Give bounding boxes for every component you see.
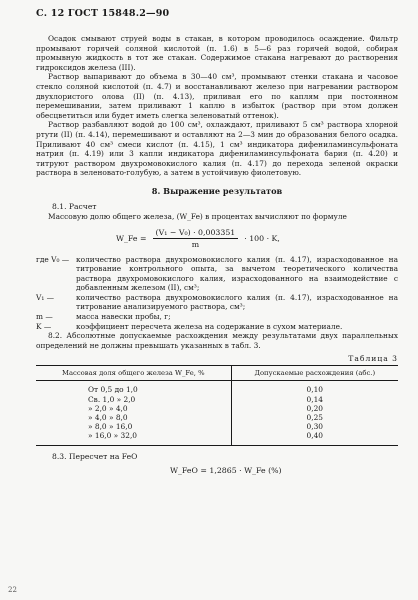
table-cell-value: 0,10 [231,381,398,395]
table-caption: Таблица 3 [348,354,398,364]
table-cell-range: » 4,0 » 8,0 [88,413,128,423]
formula-lhs: W_Fe = [116,233,147,243]
paragraph-titrate: Раствор разбавляют водой до 100 см³, охлаждают, приливают 5 см³ раствора хлорной ртути (II) (п. 4.14), перемешивают и оставляют на 2—3 мин до образования белого осадка. Приливают 40 см³ смеси кислот (п. 4.15), 1 см³ индикатора дифениламинсульфоната натрия (п. 4.19) или 3 капли индикатора дифениламинсульфоната бария (п. 4.20) и титруют раствором двухромовокислого калия (п. 4.17) до перехода зеленой окраски раствора в зеленовато-голубую, а затем в устойчивую фиолетовую. [36,120,398,178]
definition-v1 [36,293,398,312]
definition-v0 [36,255,398,293]
table-cell-range: » 16,0 » 32,0 [36,431,231,445]
table-row [36,381,398,395]
paragraph-precipitate: Осадок смывают струей воды в стакан, в котором проводилось осаждение. Фильтр промывают горячей соляной кислотой (п. 1.6) в 5—6 раз горячей водой, собирая промывную жидкость в тот же стакан. Содержимое стакана нагревают до растворения гидроксидов железа (III). [36,34,398,72]
table-cell-range: От 0,5 до 1,0 [88,385,138,395]
table-cell-range: Св. 1,0 » 2,0 [88,394,136,404]
table-cell-value: 0,25 [231,413,398,422]
column-header-tolerance: Допускаемые расхождения (абс.) [231,366,398,381]
table-cell-range: » 8,0 » 16,0 [88,422,133,432]
definition-m [36,312,398,322]
table-row [36,395,398,404]
page-number: 22 [8,586,17,594]
fe-formula [116,228,398,249]
calc-intro: Массовую долю общего железа, (W_Fe) в процентах вычисляют по формуле [48,211,347,221]
definition-symbol: m — [36,312,53,322]
paragraph-tolerance: 8.2. Абсолютные допускаемые расхождения между результатами двух параллельных определений не должны превышать указанных в табл. 3. [36,331,398,350]
table-row [36,422,398,431]
table-header-row [36,366,398,381]
definition-text: количество раствора двухромовокислого калия (п. 4.17), израсходованное на титрование анализируемого раствора, см³; [76,292,398,312]
table-cell-range: » 2,0 » 4,0 [88,403,128,413]
table-cell-value: 0,30 [231,422,398,431]
definitions-list [36,255,398,332]
definition-text: масса навески пробы, г; [76,312,171,322]
feo-heading: 8.3. Пересчет на FeO [52,451,138,461]
definition-text: количество раствора двухромовокислого калия (п. 4.17), израсходованное на титрование контрольного опыта, за вычетом теоретического количества раствора двухромовокислого калия, израсходованного на взаимодействие с добавленным железом (II), см³; [76,254,398,293]
definition-symbol: где V₀ — [36,254,70,264]
definition-k [36,322,398,332]
tolerance-table [36,365,398,445]
feo-formula: W_FeO = 1,2865 · W_Fe (%) [170,465,282,475]
table-row [36,404,398,413]
page-header: С. 12 ГОСТ 15848.2—90 [36,8,170,19]
section-title: 8. Выражение результатов [151,185,283,196]
table-cell-value: 0,40 [231,431,398,445]
table-cell-value: 0,20 [231,404,398,413]
calc-heading: 8.1. Расчет [52,201,97,211]
document-body [36,34,398,475]
definition-symbol: V₁ — [36,292,55,302]
table-cell-value: 0,14 [231,395,398,404]
definition-symbol: K — [36,321,52,331]
column-header-fe: Массовая доля общего железа W_Fe, % [36,366,231,381]
formula-denominator: m [191,239,200,249]
formula-fraction [153,228,239,249]
table-row [36,431,398,445]
formula-numerator: (V₁ − V₀) · 0,003351 [153,228,239,239]
definition-text: коэффициент пересчета железа на содержание в сухом материале. [76,321,343,331]
formula-rhs: · 100 · K, [244,233,280,243]
table-row [36,413,398,422]
paragraph-evaporate: Раствор выпаривают до объема в 30—40 см³, промывают стенки стакана и часовое стекло соляной кислотой (п. 4.7) и восстанавливают железо при нагревании раствором двухлористого олова (II) (п. 4.13), приливая его по каплям при постоянном перемешивании, затем приливают 1 каплю в избыток (раствор при этом должен обесцветиться или будет иметь слегка зеленоватый оттенок). [36,72,398,120]
